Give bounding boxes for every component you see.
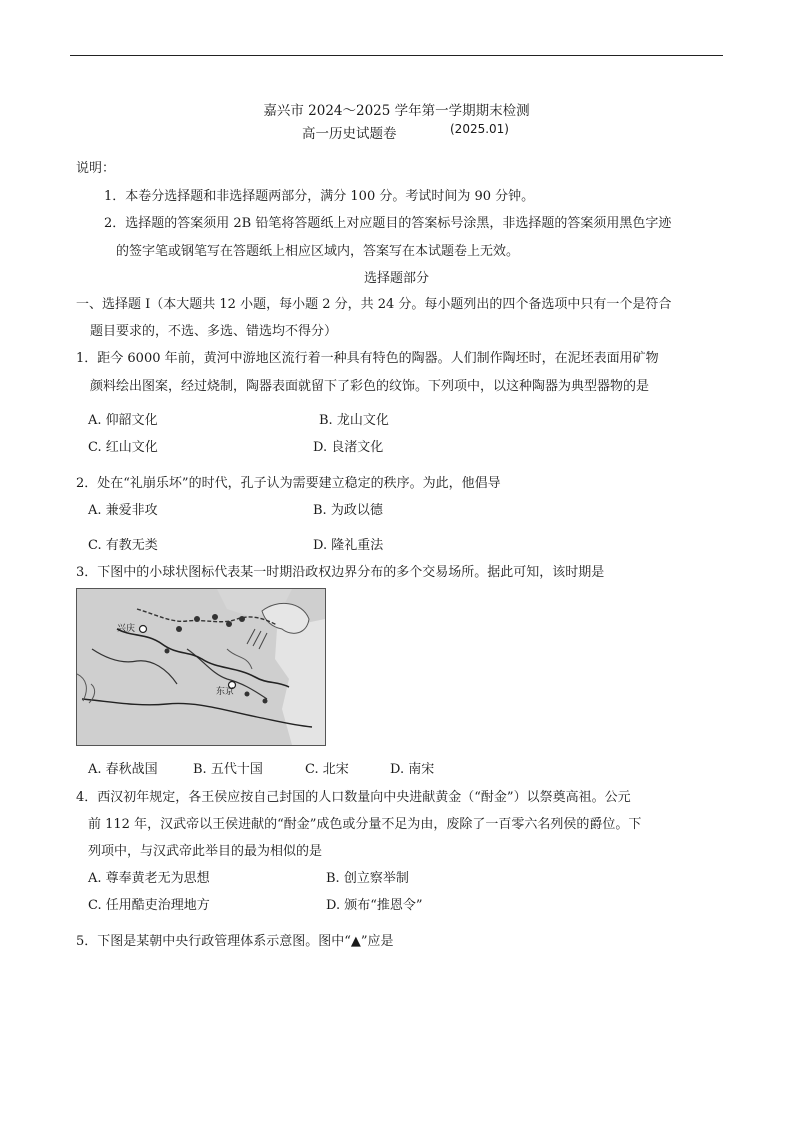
question-1-option-b: B. 龙山文化 — [319, 413, 389, 428]
instruction-item: 的签字笔或钢笔写在答题纸上相应区域内，答案写在本试题卷上无效。 — [116, 244, 520, 259]
question-3-option-d: D. 南宋 — [390, 762, 435, 777]
question-4-option-d: D. 颁布“推恩令” — [326, 898, 423, 913]
question-1-stem: 1．距今 6000 年前，黄河中游地区流行着一种具有特色的陶器。人们制作陶坯时，在泥坯表面用矿物 — [76, 351, 659, 366]
question-4-stem: 列项中，与汉武帝此举目的最为相似的是 — [88, 844, 323, 859]
map-label-dongjing: 东京 — [216, 687, 235, 697]
question-1-option-a: A. 仰韶文化 — [88, 413, 158, 428]
question-4-option-c: C. 任用酷吏治理地方 — [88, 898, 210, 913]
question-3-stem: 3．下图中的小球状图标代表某一时期沿政权边界分布的多个交易场所。据此可知，该时期是 — [76, 565, 605, 580]
question-3-option-b: B. 五代十国 — [193, 762, 263, 777]
part-instructions: 题目要求的，不选、多选、错选均不得分） — [90, 324, 338, 339]
question-2-option-a: A. 兼爱非攻 — [88, 503, 158, 518]
question-2-option-c: C. 有教无类 — [88, 538, 158, 553]
instructions-label: 说明： — [76, 161, 116, 176]
question-2-option-d: D. 隆礼重法 — [313, 538, 384, 553]
question-1-option-c: C. 红山文化 — [88, 440, 158, 455]
map-label-xingqing: 兴庆 — [117, 624, 136, 634]
question-3-option-a: A. 春秋战国 — [88, 762, 158, 777]
question-3-option-c: C. 北宋 — [305, 762, 349, 777]
instruction-item: 1．本卷分选择题和非选择题两部分，满分 100 分。考试时间为 90 分钟。 — [104, 189, 535, 204]
question-2-stem: 2．处在“礼崩乐坏”的时代，孔子认为需要建立稳定的秩序。为此，他倡导 — [76, 476, 501, 491]
question-4-option-a: A. 尊奉黄老无为思想 — [88, 871, 210, 886]
question-1-option-d: D. 良渚文化 — [313, 440, 384, 455]
question-2-option-b: B. 为政以德 — [313, 503, 383, 518]
question-4-stem: 前 112 年，汉武帝以王侯进献的“酎金”成色或分量不足为由，废除了一百零六名列侯的爵位。下 — [88, 817, 642, 832]
question-5-stem: 5．下图是某朝中央行政管理体系示意图。图中“▲”应是 — [76, 934, 394, 949]
map-graphic — [77, 589, 325, 745]
exam-date: (2025.01) — [450, 122, 509, 136]
question-1-stem: 颜料绘出图案，经过烧制，陶器表面就留下了彩色的纹饰。下列项中，以这种陶器为典型器物的是 — [90, 379, 650, 394]
trade-sites-map — [76, 588, 326, 746]
question-4-stem: 4．西汉初年规定，各王侯应按自己封国的人口数量向中央进献黄金（“酎金”）以祭奠高祖。公元 — [76, 790, 631, 805]
exam-title: 嘉兴市 2024～2025 学年第一学期期末检测 — [263, 103, 530, 119]
exam-subtitle: 高一历史试题卷 — [302, 126, 397, 142]
instruction-item: 2．选择题的答案须用 2B 铅笔将答题纸上对应题目的答案标号涂黑，非选择题的答案须用黑色字迹 — [104, 216, 672, 231]
header-rule — [70, 55, 723, 56]
section-heading: 选择题部分 — [363, 271, 429, 286]
part-instructions: 一、选择题 Ⅰ（本大题共 12 小题，每小题 2 分，共 24 分。每小题列出的四个备选项中只有一个是符合 — [76, 297, 672, 312]
question-4-option-b: B. 创立察举制 — [326, 871, 409, 886]
